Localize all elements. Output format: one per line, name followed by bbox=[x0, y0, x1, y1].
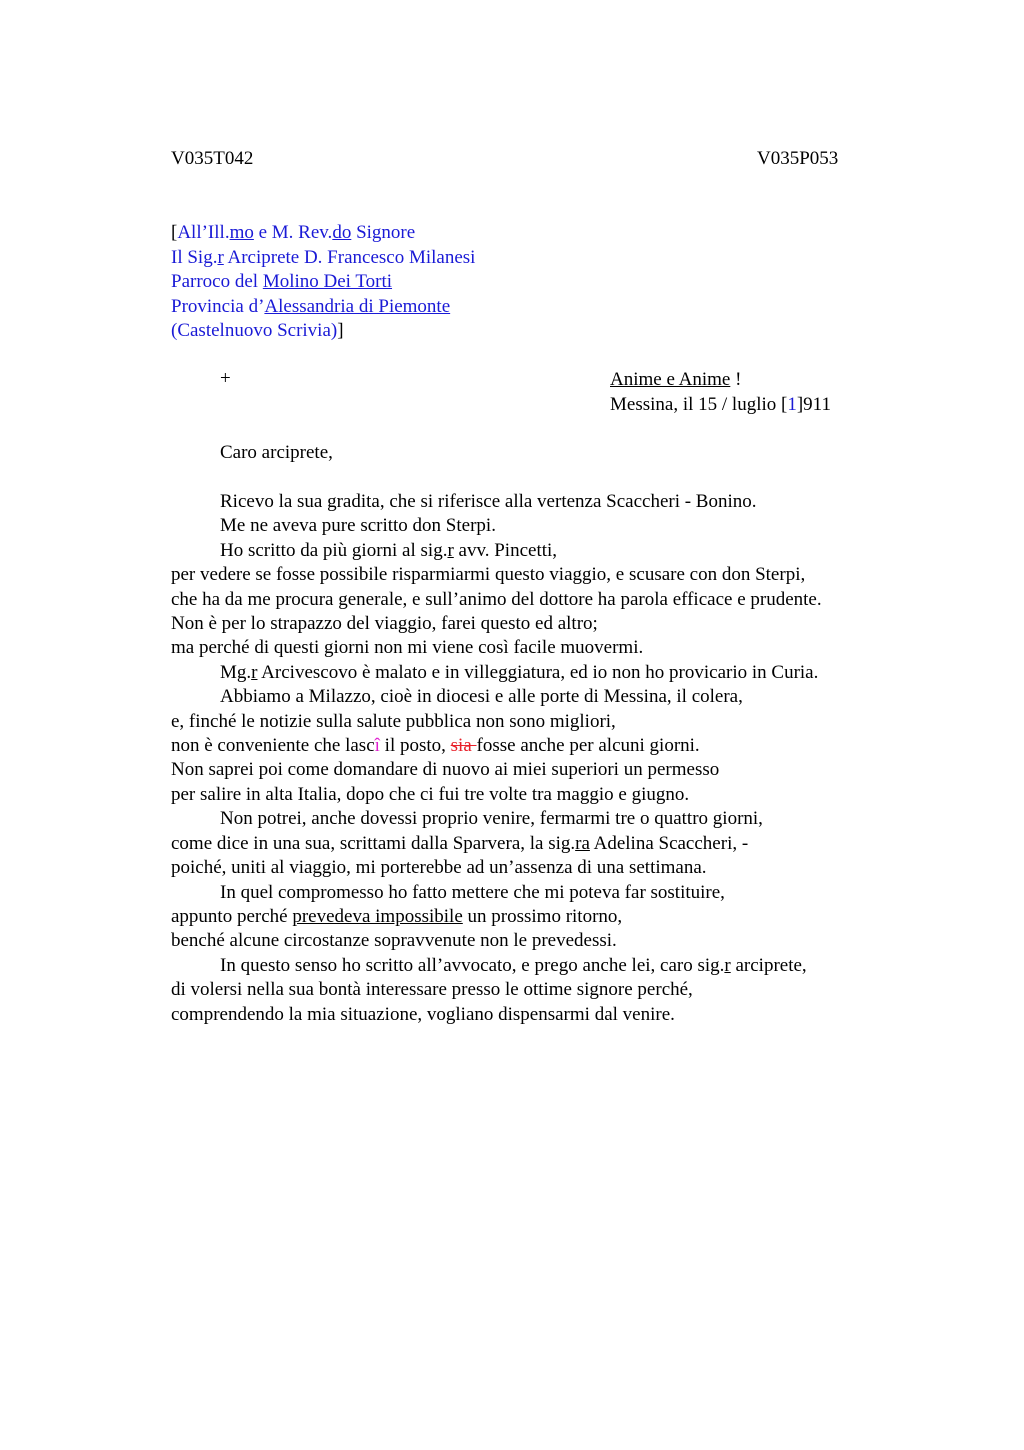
body-line: Mg.r Arcivescovo è malato e in villeggiatura, ed io non ho provicario in Curia. bbox=[220, 661, 819, 683]
motto-date-block bbox=[610, 368, 831, 417]
body-line: Ricevo la sua gradita, che si riferisce alla vertenza Scaccheri - Bonino. bbox=[220, 491, 757, 512]
address-line-3: Parroco del Molino Dei Torti bbox=[171, 271, 393, 292]
motto: Anime e Anime ! bbox=[610, 369, 742, 390]
address-line-5: (Castelnuovo Scrivia)] bbox=[171, 320, 344, 341]
body-line: Abbiamo a Milazzo, cioè in diocesi e alle porte di Messina, il colera, bbox=[220, 686, 743, 708]
body-line: comprendendo la mia situazione, vogliano dispensarmi dal venire. bbox=[171, 1003, 675, 1025]
letter-body bbox=[171, 490, 822, 1027]
cross-mark: + bbox=[220, 368, 231, 389]
body-line: e, finché le notizie sulla salute pubblica non sono migliori, bbox=[171, 710, 616, 732]
body-line: non è conveniente che lascî il posto, sia fosse anche per alcuni giorni. bbox=[171, 735, 700, 757]
struck-word: sia bbox=[450, 735, 477, 757]
document-code-left: V035T042 bbox=[171, 148, 254, 169]
address-line-4: Provincia d’Alessandria di Piemonte bbox=[171, 295, 451, 317]
date-line: Messina, il 15 / luglio [1]911 bbox=[610, 393, 831, 415]
body-line: Non potrei, anche dovessi proprio venire, fermarmi tre o quattro giorni, bbox=[220, 808, 763, 830]
salutation: Caro arciprete, bbox=[220, 442, 333, 463]
body-line: per vedere se fosse possibile risparmiarmi questo viaggio, e scusare con don Sterpi, bbox=[171, 564, 806, 586]
body-line: In questo senso ho scritto all’avvocato, e prego anche lei, caro sig.r arciprete, bbox=[220, 954, 807, 976]
body-line: di volersi nella sua bontà interessare presso le ottime signore perché, bbox=[171, 979, 693, 1001]
address-line-2: Il Sig.r Arciprete D. Francesco Milanesi bbox=[171, 246, 476, 268]
body-line: ma perché di questi giorni non mi viene così facile muovermi. bbox=[171, 637, 644, 659]
body-line: appunto perché prevedeva impossibile un prossimo ritorno, bbox=[171, 905, 623, 927]
document-code-right: V035P053 bbox=[757, 148, 839, 169]
corrected-letter: î bbox=[374, 735, 380, 757]
address-line-1: [All’Ill.mo e M. Rev.do Signore bbox=[171, 222, 416, 243]
close-bracket: ] bbox=[337, 320, 344, 341]
body-line: per salire in alta Italia, dopo che ci fui tre volte tra maggio e giugno. bbox=[171, 783, 690, 805]
body-line: come dice in una sua, scrittami dalla Sparvera, la sig.ra Adelina Scaccheri, - bbox=[171, 832, 749, 854]
body-line: poiché, uniti al viaggio, mi porterebbe ad un’assenza di una settimana. bbox=[171, 857, 707, 879]
body-line: che ha da me procura generale, e sull’animo del dottore ha parola efficace e prudente. bbox=[171, 588, 822, 610]
body-line: Non saprei poi come domandare di nuovo ai miei superiori un permesso bbox=[171, 759, 720, 781]
body-line: Me ne aveva pure scritto don Sterpi. bbox=[220, 515, 496, 537]
body-line: Ho scritto da più giorni al sig.r avv. Pincetti, bbox=[220, 539, 558, 561]
address-block bbox=[171, 221, 475, 344]
body-line: Non è per lo strapazzo del viaggio, farei questo ed altro; bbox=[171, 613, 598, 635]
body-line: In quel compromesso ho fatto mettere che mi poteva far sostituire, bbox=[220, 881, 725, 903]
body-line: benché alcune circostanze sopravvenute non le prevedessi. bbox=[171, 930, 617, 952]
open-bracket: [ bbox=[171, 222, 178, 243]
